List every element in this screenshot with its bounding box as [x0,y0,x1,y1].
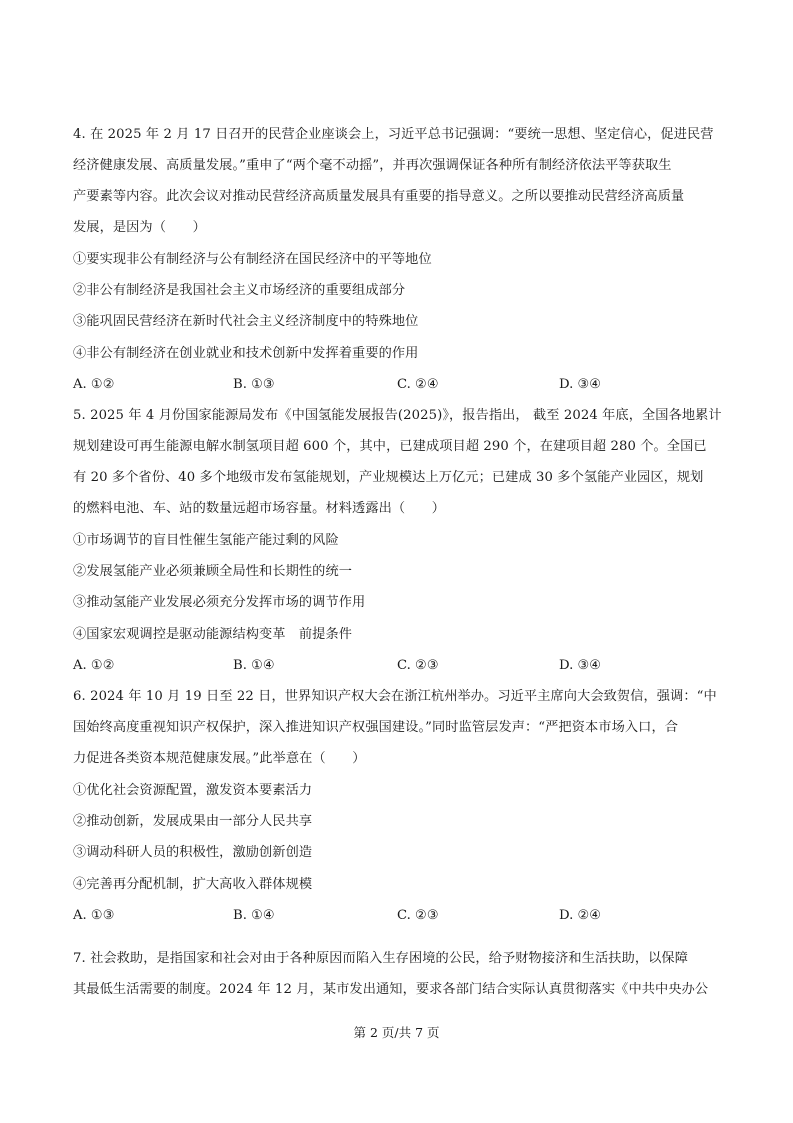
question-7-stem-line-1: 7. 社会救助，是指国家和社会对由于各种原因而陷入生存困境的公民，给予财物接济和生活扶助，以保障 [73,951,689,966]
question-6-statement-3: ③调动科研人员的积极性，激励创新创造 [73,845,313,860]
question-6-statement-1: ①优化社会资源配置，激发资本要素活力 [73,783,313,798]
question-5-statement-2: ②发展氢能产业必须兼顾全局性和长期性的统一 [73,564,353,579]
question-5-stem-line-3: 有 20 多个省份、40 多个地级市发布氢能规划，产业规模达上万亿元；已建成 30 多个氢能产业园区，规划 [73,470,704,485]
question-4-option-c[interactable]: C. ②④ [397,377,439,392]
question-4-option-a[interactable]: A. ①② [73,377,115,392]
question-4-option-d[interactable]: D. ③④ [559,377,602,392]
question-7-stem-line-2: 其最低生活需要的制度。2024 年 12 月，某市发出通知，要求各部门结合实际认真贯彻落实《中共中央办公 [73,982,709,997]
question-5-options [73,656,723,676]
question-4-options [73,375,723,395]
question-6-stem-line-3: 力促进各类资本规范健康发展。”此举意在（ ） [73,751,366,766]
question-5-option-a[interactable]: A. ①② [73,658,115,673]
question-6-options [73,906,723,926]
question-6-option-a[interactable]: A. ①③ [73,908,115,923]
question-5-stem-line-4: 的燃料电池、车、站的数量远超市场容量。材料透露出（ ） [73,501,446,516]
question-6-option-c[interactable]: C. ②③ [397,908,439,923]
question-5-option-d[interactable]: D. ③④ [559,658,602,673]
question-5-option-c[interactable]: C. ②③ [397,658,439,673]
question-5-statement-1: ①市场调节的盲目性催生氢能产能过剩的风险 [73,533,339,548]
question-6-option-b[interactable]: B. ①④ [233,908,275,923]
question-4-statement-3: ③能巩固民营经济在新时代社会主义经济制度中的特殊地位 [73,314,419,329]
question-4-statement-2: ②非公有制经济是我国社会主义市场经济的重要组成部分 [73,283,406,298]
question-6-statement-2: ②推动创新，发展成果由一部分人民共享 [73,814,313,829]
question-5-option-b[interactable]: B. ①④ [233,658,275,673]
question-4-statement-4: ④非公有制经济在创业就业和技术创新中发挥着重要的作用 [73,346,419,361]
question-5-statement-3: ③推动氢能产业发展必须充分发挥市场的调节作用 [73,595,366,610]
question-6-option-d[interactable]: D. ②④ [559,908,602,923]
question-6-stem-line-1: 6. 2024 年 10 月 19 日至 22 日，世界知识产权大会在浙江杭州举办。习近平主席向大会致贺信，强调：“中 [73,689,717,704]
question-4-stem-line-3: 产要素等内容。此次会议对推动民营经济高质量发展具有重要的指导意义。之所以要推动民营经济高质量 [73,189,685,204]
question-4-stem-line-2: 经济健康发展、高质量发展。”重申了“两个毫不动摇”，并再次强调保证各种所有制经济依法平等获取生 [73,158,672,173]
question-4-stem-line-1: 4. 在 2025 年 2 月 17 日召开的民营企业座谈会上，习近平总书记强调：“要统一思想、坚定信心，促进民营 [73,127,714,142]
page-footer: 第 2 页/共 7 页 [353,1025,440,1040]
question-5-stem-line-1: 5. 2025 年 4 月份国家能源局发布《中国氢能发展报告(2025)》，报告指出， 截至 2024 年底，全国各地累计 [73,408,722,423]
question-4-stem-line-4: 发展，是因为（ ） [73,220,206,235]
question-4-statement-1: ①要实现非公有制经济与公有制经济在国民经济中的平等地位 [73,252,432,267]
question-5-stem-line-2: 规划建设可再生能源电解水制氢项目超 600 个，其中，已建成项目超 290 个，在建项目超 280 个。全国已 [73,439,707,454]
question-6-stem-line-2: 国始终高度重视知识产权保护，深入推进知识产权强国建设。”同时监管层发声：“严把资本市场入口，合 [73,720,679,735]
question-5-statement-4: ④国家宏观调控是驱动能源结构变革 前提条件 [73,627,353,642]
question-6-statement-4: ④完善再分配机制，扩大高收入群体规模 [73,877,313,892]
question-4-option-b[interactable]: B. ①③ [233,377,275,392]
